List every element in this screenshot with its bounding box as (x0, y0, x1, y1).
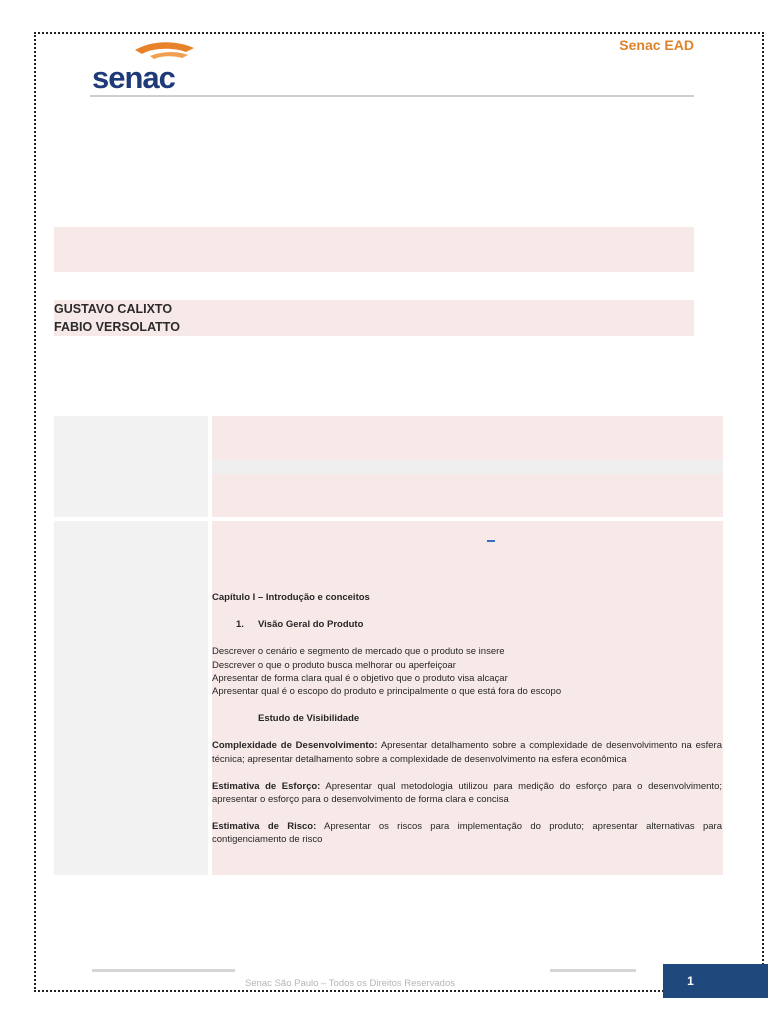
table-separator (212, 460, 723, 474)
paragraph-label: Estimativa de Risco: (212, 821, 317, 833)
footer-text: Senac São Paulo – Todos os Direitos Reservados (245, 978, 456, 989)
chapter-heading: Capítulo I – Introdução e conceitos (212, 592, 370, 603)
table-value-cell (212, 416, 723, 460)
section-heading (212, 618, 722, 631)
paragraph-text: Apresentar os riscos para implementação do produto; apresentar alternativas para contigenciamento de risco (212, 821, 723, 846)
svg-text:senac: senac (92, 60, 175, 92)
senac-logo (90, 38, 220, 92)
paragraph-text: Apresentar detalhamento sobre a complexidade de desenvolvimento na esfera técnica; apresentar detalhamento sobre a complexidade de desenvolvimento na esfera econômica (212, 740, 722, 765)
description-lines (212, 645, 722, 698)
paragraph (212, 820, 722, 846)
table-value-cell (212, 474, 723, 517)
cursor-mark (487, 540, 495, 542)
brand-title: Senac EAD (619, 37, 694, 53)
title-box (54, 227, 694, 272)
authors-box (54, 300, 694, 336)
paragraph (212, 780, 722, 806)
header-rule (90, 95, 694, 97)
section-title: Visão Geral do Produto (258, 619, 364, 631)
paragraph-text: Apresentar qual metodologia utilizou para medição do esforço para o desenvolvimento; apresentar o esforço para o desenvolvimento de forma clara e concisa (212, 780, 722, 806)
table-label-cell (54, 416, 208, 517)
table-label-cell (54, 521, 208, 875)
section-number: 1. (236, 619, 244, 631)
description-line: Apresentar de forma clara qual é o objetivo que o produto visa alcaçar (212, 672, 508, 684)
author-name: GUSTAVO CALIXTO (54, 302, 173, 316)
paragraph-label: Estimativa de Esforço: (212, 780, 321, 792)
paragraph-label: Complexidade de Desenvolvimento: (212, 740, 378, 752)
footer-rule (92, 969, 235, 972)
description-line: Descrever o que o produto busca melhorar ou aperfeiçoar (212, 659, 456, 671)
paragraph (212, 739, 722, 765)
author-name: FABIO VERSOLATTO (54, 320, 180, 334)
page-number: 1 (663, 964, 768, 998)
description-line: Apresentar qual é o escopo do produto e principalmente o que está fora do escopo (212, 686, 562, 698)
footer-rule (550, 969, 636, 972)
description-line: Descrever o cenário e segmento de mercado que o produto se insere (212, 646, 505, 658)
subsection-heading: Estudo de Visibilidade (258, 713, 360, 725)
content-body (212, 591, 722, 861)
